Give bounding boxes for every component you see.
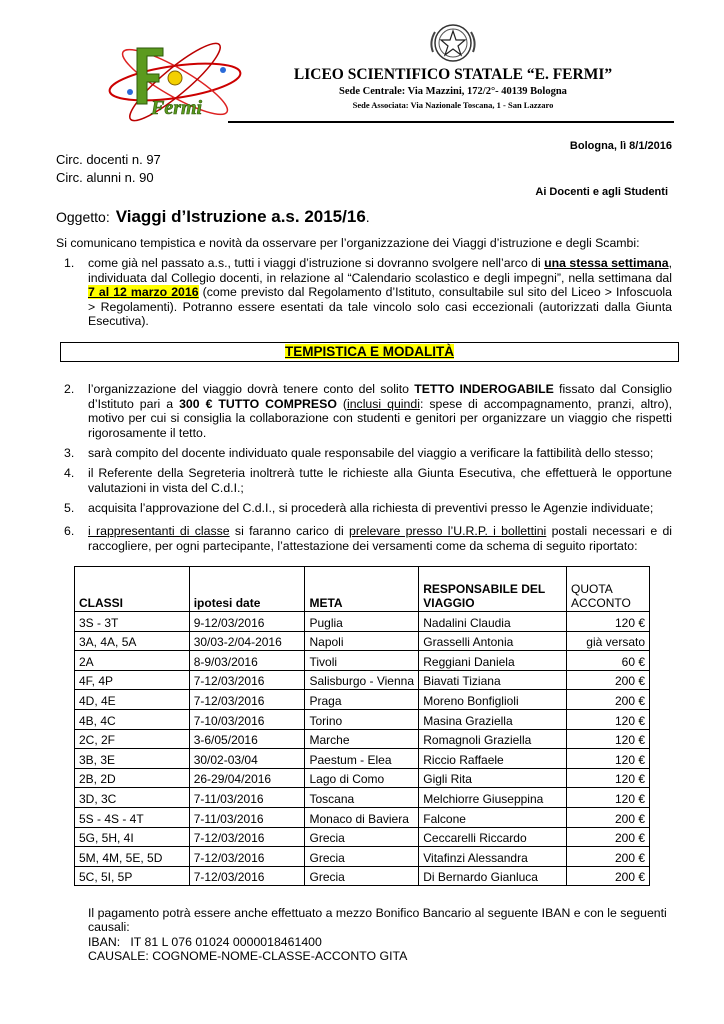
cell-meta: Salisburgo - Vienna: [305, 670, 419, 690]
cell-responsabile: Di Bernardo Gianluca: [419, 866, 567, 886]
cell-date: 7-10/03/2016: [189, 709, 305, 729]
cell-quota: 120 €: [567, 768, 650, 788]
logo-text: Fermi: [151, 97, 203, 119]
table-header-row: [75, 567, 650, 612]
cell-quota: 120 €: [567, 729, 650, 749]
cell-classi: 3S - 3T: [75, 612, 190, 632]
cell-quota: 120 €: [567, 612, 650, 632]
item-text: i rappresentanti di classe si faranno carico di prelevare presso l’U.R.P. i bollettini postali necessari e di raccogliere, per ogni partecipante, l’attestazione dei versamenti come da schema di seguito riportato:: [88, 524, 673, 553]
item-text: sarà compito del docente individuato quale responsabile del viaggio a verificare la fattibilità dello stesso;: [88, 446, 654, 460]
iban-label: IBAN:: [88, 934, 121, 949]
cell-responsabile: Vitafinzi Alessandra: [419, 847, 567, 867]
school-logo: [105, 42, 245, 122]
cell-date: 7-12/03/2016: [189, 827, 305, 847]
payment-info: [88, 906, 674, 964]
cell-date: 7-12/03/2016: [189, 690, 305, 710]
cell-date: 30/02-03/04: [189, 749, 305, 769]
table-row: [75, 768, 650, 788]
document-date: Bologna, lì 8/1/2016: [569, 140, 672, 152]
cell-classi: 5C, 5I, 5P: [75, 866, 190, 886]
iban-line: [88, 935, 674, 949]
table-row: [75, 788, 650, 808]
sede-associata: Sede Associata: Via Nazionale Toscana, 1 - San Lazzaro: [352, 100, 554, 110]
cell-responsabile: Moreno Bonfiglioli: [419, 690, 567, 710]
cell-classi: 4B, 4C: [75, 709, 190, 729]
list-item-2: [56, 382, 672, 440]
cell-classi: 3B, 3E: [75, 749, 190, 769]
table-row: [75, 631, 650, 651]
table-row: [75, 847, 650, 867]
section-title: TEMPISTICA E MODALITÀ: [285, 344, 454, 359]
list-item-5: [56, 501, 672, 516]
header-divider: [228, 121, 674, 123]
cell-quota: 200 €: [567, 670, 650, 690]
circ-alunni: Circ. alunni n. 90: [56, 170, 154, 185]
cell-meta: Marche: [305, 729, 419, 749]
cell-meta: Grecia: [305, 847, 419, 867]
cell-meta: Torino: [305, 709, 419, 729]
table-row: [75, 807, 650, 827]
cell-date: 7-11/03/2016: [189, 788, 305, 808]
cell-classi: 5S - 4S - 4T: [75, 807, 190, 827]
cell-quota: 120 €: [567, 749, 650, 769]
table-row: [75, 827, 650, 847]
table-row: [75, 612, 650, 632]
item-text: come già nel passato a.s., tutti i viaggi d’istruzione si dovranno svolgere nell’arco di una stessa settimana, individuata dal Collegio docenti, in relazione al “Calendario scolastico e degli impegni”, nella settimana dal 7 al 12 marzo 2016 (come previsto dal Regolamento d’Istituto, consultabile sul sito del Liceo > Infoscuola > Regolamenti). Potranno essere esentati da tale vincolo solo casi eccezionali (autorizzati dalla Giunta Esecutiva).: [88, 256, 672, 329]
cell-quota: 200 €: [567, 847, 650, 867]
sede-centrale: Sede Centrale: Via Mazzini, 172/2°- 40139 Bologna: [339, 86, 567, 97]
cell-quota: 200 €: [567, 827, 650, 847]
list-item-3: [56, 446, 672, 461]
cell-date: 3-6/05/2016: [189, 729, 305, 749]
recipients: Ai Docenti e agli Studenti: [535, 186, 668, 198]
table-row: [75, 709, 650, 729]
item-number: 6.: [64, 524, 75, 538]
cell-date: 7-12/03/2016: [189, 847, 305, 867]
col-header-date: ipotesi date: [189, 567, 305, 612]
item-text: acquisita l’approvazione del C.d.I., si procederà alla richiesta di preventivi presso le Agenzie individuate;: [88, 501, 654, 515]
cell-responsabile: Nadalini Claudia: [419, 612, 567, 632]
cell-quota: 200 €: [567, 690, 650, 710]
republic-emblem: [425, 20, 481, 66]
item-number: 5.: [64, 501, 75, 515]
cell-date: 7-12/03/2016: [189, 866, 305, 886]
cell-meta: Grecia: [305, 866, 419, 886]
list-item-4: [56, 466, 672, 495]
cell-responsabile: Ceccarelli Riccardo: [419, 827, 567, 847]
trips-table: [74, 566, 650, 886]
cell-responsabile: Melchiorre Giuseppina: [419, 788, 567, 808]
cell-quota: 200 €: [567, 807, 650, 827]
item-text: l’organizzazione del viaggio dovrà tenere conto del solito TETTO INDEROGABILE fissato dal Consiglio d’Istituto pari a 300 € TUTTO COMPRESO (inclusi quindi: spese di accompagnamento, pranzi, altro), motivo per cui si consiglia la collaborazione con studenti e genitori per organizzare un viaggio che rispetti rigorosamente il tetto.: [88, 382, 673, 440]
iban-value: IT 81 L 076 01024 0000018461400: [130, 934, 322, 949]
item-number: 2.: [64, 382, 75, 396]
cell-date: 9-12/03/2016: [189, 612, 305, 632]
col-header-meta: META: [305, 567, 419, 612]
subject-label: Oggetto:: [56, 209, 110, 225]
cell-responsabile: Biavati Tiziana: [419, 670, 567, 690]
table-row: [75, 729, 650, 749]
item-number: 4.: [64, 466, 75, 480]
cell-classi: 2B, 2D: [75, 768, 190, 788]
cell-quota: 60 €: [567, 651, 650, 671]
cell-responsabile: Masina Graziella: [419, 709, 567, 729]
item-text: il Referente della Segreteria inoltrerà tutte le richieste alla Giunta Esecutiva, che effettuerà le opportune valutazioni in vista del C.d.I.;: [88, 466, 672, 495]
col-header-responsabile: RESPONSABILE DEL VIAGGIO: [419, 567, 567, 612]
cell-classi: 4F, 4P: [75, 670, 190, 690]
cell-responsabile: Riccio Raffaele: [419, 749, 567, 769]
cell-meta: Puglia: [305, 612, 419, 632]
cell-responsabile: Grasselli Antonia: [419, 631, 567, 651]
cell-date: 7-12/03/2016: [189, 670, 305, 690]
cell-classi: 4D, 4E: [75, 690, 190, 710]
cell-meta: Paestum - Elea: [305, 749, 419, 769]
causale-line: CAUSALE: COGNOME-NOME-CLASSE-ACCONTO GITA: [88, 949, 408, 964]
item-number: 3.: [64, 446, 75, 460]
cell-quota: 120 €: [567, 709, 650, 729]
cell-quota: 200 €: [567, 866, 650, 886]
cell-responsabile: Reggiani Daniela: [419, 651, 567, 671]
cell-meta: Monaco di Baviera: [305, 807, 419, 827]
cell-responsabile: Romagnoli Graziella: [419, 729, 567, 749]
circ-docenti: Circ. docenti n. 97: [56, 152, 161, 167]
subject-line: [56, 207, 370, 227]
cell-classi: 5G, 5H, 4I: [75, 827, 190, 847]
cell-date: 26-29/04/2016: [189, 768, 305, 788]
subject-end: .: [365, 209, 370, 225]
table-row: [75, 690, 650, 710]
intro-text: Si comunicano tempistica e novità da osservare per l’organizzazione dei Viaggi d’istruzione e degli Scambi:: [56, 236, 640, 250]
cell-date: 30/03-2/04-2016: [189, 631, 305, 651]
subject-title: Viaggi d’Istruzione a.s. 2015/16: [115, 207, 366, 226]
cell-date: 7-11/03/2016: [189, 807, 305, 827]
cell-meta: Napoli: [305, 631, 419, 651]
section-banner: [60, 342, 679, 362]
cell-meta: Tivoli: [305, 651, 419, 671]
col-header-classi: CLASSI: [75, 567, 190, 612]
payment-text: Il pagamento potrà essere anche effettuato a mezzo Bonifico Bancario al seguente IBAN e con le seguenti causali:: [88, 906, 667, 935]
cell-meta: Praga: [305, 690, 419, 710]
cell-meta: Toscana: [305, 788, 419, 808]
cell-meta: Grecia: [305, 827, 419, 847]
list-item-6: [56, 524, 672, 553]
table-row: [75, 749, 650, 769]
item-number: 1.: [64, 256, 75, 270]
cell-classi: 5M, 4M, 5E, 5D: [75, 847, 190, 867]
table-row: [75, 670, 650, 690]
cell-classi: 3A, 4A, 5A: [75, 631, 190, 651]
cell-quota: già versato: [567, 631, 650, 651]
cell-responsabile: Falcone: [419, 807, 567, 827]
school-name: LICEO SCIENTIFICO STATALE “E. FERMI”: [293, 66, 613, 83]
table-row: [75, 866, 650, 886]
cell-classi: 2C, 2F: [75, 729, 190, 749]
cell-meta: Lago di Como: [305, 768, 419, 788]
cell-date: 8-9/03/2016: [189, 651, 305, 671]
list-item-1: [56, 256, 672, 329]
cell-classi: 2A: [75, 651, 190, 671]
cell-quota: 120 €: [567, 788, 650, 808]
table-row: [75, 651, 650, 671]
col-header-quota: QUOTA ACCONTO: [567, 567, 650, 612]
cell-classi: 3D, 3C: [75, 788, 190, 808]
cell-responsabile: Gigli Rita: [419, 768, 567, 788]
